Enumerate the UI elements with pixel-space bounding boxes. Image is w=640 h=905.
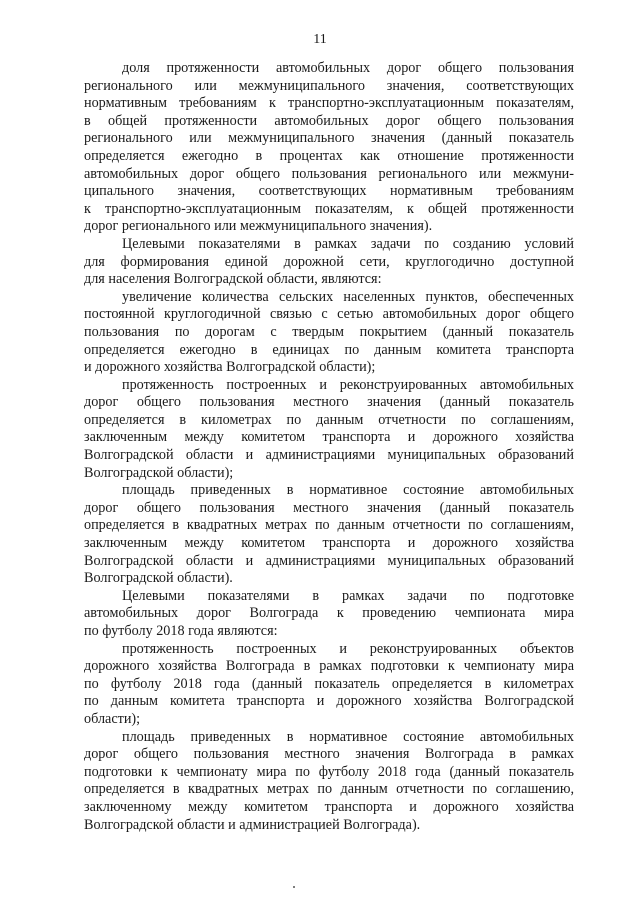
text-line: определяется в квадратных метрах по данным отчетности по соглашению, [84,781,574,798]
text-line: для формирования единой дорожной сети, круглогодично доступной [84,253,574,270]
text-line: регионального или межмуниципального значения, соответствующих [84,77,574,94]
text-line: заключенному между комитетом транспорта и дорожного хозяйства [84,798,574,815]
text-line: Волгоградской области); [84,464,234,481]
text-line: нормативным требованиям к транспортно-эксплуатационным показателям, [84,95,574,112]
text-line: по футболу 2018 года являются: [84,623,278,639]
text-line: определяется ежегодно в единицах по данным комитета транспорта [84,341,574,358]
text-line: площадь приведенных в нормативное состояние автомобильных [122,728,574,745]
text-line: протяженность построенных и реконструированных автомобильных [122,376,574,393]
text-line: Волгоградской области и администрациями муниципальных образований [84,447,574,464]
text-line: дорог общего пользования местного значения (данный показатель [84,394,574,411]
text-line: увеличение количества сельских населенных пунктов, обеспеченных [122,288,574,305]
text-line: дорог общего пользования местного значения (данный показатель [84,499,574,516]
text-line: дорог регионального или межмуниципального значения). [84,218,433,235]
text-line: определяется в квадратных метрах по данным отчетности по соглашениям, [84,517,574,534]
text-line: Волгоградской области и администрацией Волгограда). [84,816,421,833]
text-line: заключенным между комитетом транспорта и дорожного хозяйства [84,535,574,552]
text-line: пользования по дорогам с твердым покрытием (данный показатель [84,323,574,340]
text-line: заключенным между комитетом транспорта и дорожного хозяйства [84,429,574,446]
text-line: дорожного хозяйства Волгограда в рамках подготовки к чемпионату мира [84,658,574,675]
text-line: по данным комитета транспорта и дорожного хозяйства Волгоградской [84,693,574,710]
text-line: протяженность построенных и реконструированных объектов [122,640,574,657]
text-line: автомобильных дорог общего пользования регионального или межмуни- [84,165,574,182]
text-line: Волгоградской области и администрациями муниципальных образований [84,552,574,569]
text-line: Целевыми показателями в рамках задачи по подготовке [122,587,574,604]
text-line: для населения Волгоградской области, являются: [84,271,382,288]
text-line: и дорожного хозяйства Волгоградской области); [84,359,376,376]
text-line: постоянной круглогодичной связью с сетью автомобильных дорог общего [84,306,574,323]
text-line: дорог общего пользования местного значения Волгограда в рамках [84,746,574,763]
text-line: подготовки к чемпионату мира по футболу 2018 года (данный показатель [84,763,574,780]
text-line: в общей протяженности автомобильных дорог общего пользования [84,112,574,129]
text-line: по футболу 2018 года (данный показатель определяется в километрах [84,675,574,692]
text-line: ципального значения, соответствующих нормативным требованиям [84,183,574,200]
text-line: Волгоградской области). [84,570,233,587]
text-line: определяется ежегодно в процентах как отношение протяженности [84,147,574,164]
text-line: автомобильных дорог Волгограда к проведению чемпионата мира [84,605,574,622]
document-body [84,60,574,834]
text-line: Целевыми показателями в рамках задачи по созданию условий [122,235,574,252]
text-line: определяется в километрах по данным отчетности по соглашениям, [84,411,574,428]
text-line: регионального или межмуниципального значения (данный показатель [84,130,574,147]
scan-speck [293,886,295,888]
text-line: площадь приведенных в нормативное состояние автомобильных [122,482,574,499]
page-number: 11 [313,32,327,47]
text-line: доля протяженности автомобильных дорог общего пользования [122,60,574,76]
text-line: к транспортно-эксплуатационным показателям, к общей протяженности [84,200,574,217]
text-line: области); [84,710,141,727]
